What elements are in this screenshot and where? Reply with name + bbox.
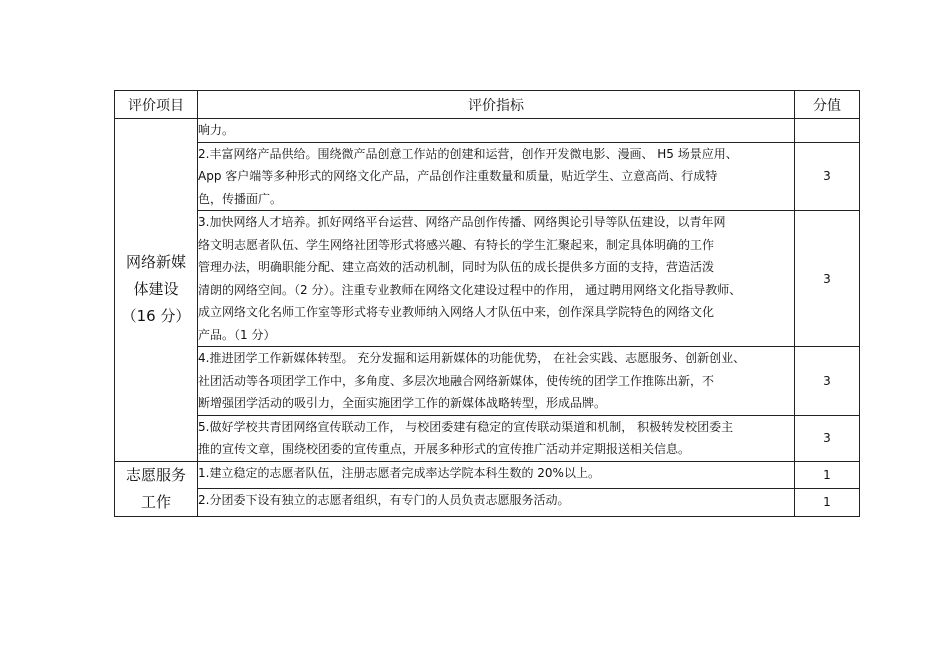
category-line: 体建设 bbox=[133, 280, 179, 299]
indicator-line: 络文明志愿者队伍、学生网络社团等形式将感兴趣、有特长的学生汇聚起来，制定具体明确的工作 bbox=[198, 237, 715, 252]
header-score: 分值 bbox=[795, 91, 860, 119]
score-cell: 1 bbox=[795, 461, 860, 489]
score-cell: 3 bbox=[795, 415, 860, 461]
category-cell-new-media bbox=[115, 119, 198, 462]
table-row bbox=[115, 119, 860, 143]
indicator-cell bbox=[198, 461, 795, 489]
score-cell: 3 bbox=[795, 142, 860, 211]
indicator-cell bbox=[198, 211, 795, 347]
indicator-line: 断增强团学活动的吸引力，全面实施团学工作的新媒体战略转型，形成品牌。 bbox=[198, 396, 607, 410]
indicator-line: 1.建立稳定的志愿者队伍，注册志愿者完成率达学院本科生数的 20%以上。 bbox=[198, 465, 600, 480]
indicator-cell bbox=[198, 415, 795, 461]
category-line: （16 分） bbox=[121, 307, 191, 326]
indicator-line: App 客户端等多种形式的网络文化产品，产品创作注重数量和质量，贴近学生、立意高尚、行成特 bbox=[198, 169, 718, 183]
table-row bbox=[115, 347, 860, 416]
indicator-cell bbox=[198, 489, 795, 517]
indicator-line: 推的宣传文章，围绕校团委的宣传重点，开展多种形式的宣传推广活动并定期报送相关信息。 bbox=[198, 442, 691, 456]
indicator-line: 成立网络文化名师工作室等形式将专业教师纳入网络人才队伍中来，创作深具学院特色的网络文化 bbox=[198, 305, 715, 319]
indicator-line: 社团活动等各项团学工作中，多角度、多层次地融合网络新媒体，使传统的团学工作推陈出新，不 bbox=[198, 373, 715, 388]
indicator-cell bbox=[198, 119, 795, 143]
header-indicator: 评价指标 bbox=[198, 91, 795, 119]
header-item: 评价项目 bbox=[115, 91, 198, 119]
table-header-row bbox=[115, 91, 860, 119]
table-row bbox=[115, 211, 860, 347]
indicator-line: 产品。（1 分） bbox=[198, 327, 276, 342]
table-row bbox=[115, 142, 860, 211]
table-row bbox=[115, 461, 860, 489]
evaluation-table bbox=[114, 90, 860, 517]
indicator-line: 4.推进团学工作新媒体转型。 充分发掘和运用新媒体的功能优势， 在社会实践、志愿服务、创新创业、 bbox=[198, 351, 746, 365]
table-row bbox=[115, 415, 860, 461]
score-cell: 1 bbox=[795, 489, 860, 517]
indicator-cell bbox=[198, 347, 795, 416]
table-row bbox=[115, 489, 860, 517]
score-cell: 3 bbox=[795, 211, 860, 347]
score-cell: 3 bbox=[795, 347, 860, 416]
category-line: 志愿服务 bbox=[125, 465, 186, 484]
indicator-cell bbox=[198, 142, 795, 211]
indicator-line: 2.丰富网络产品供给。围绕微产品创意工作站的创建和运营，创作开发微电影、漫画、 H5 场景应用、 bbox=[198, 146, 738, 161]
category-line: 工作 bbox=[140, 492, 171, 511]
category-cell-volunteer bbox=[115, 461, 198, 516]
indicator-line: 5.做好学校共青团网络宣传联动工作， 与校团委建有稳定的宣传联动渠道和机制， 积极转发校团委主 bbox=[198, 419, 734, 434]
indicator-line: 2.分团委下设有独立的志愿者组织，有专门的人员负责志愿服务活动。 bbox=[198, 493, 570, 507]
indicator-line: 管理办法，明确职能分配、建立高效的活动机制，同时为队伍的成长提供多方面的支持，营造活泼 bbox=[198, 260, 715, 274]
indicator-line: 色，传播面广。 bbox=[198, 191, 283, 206]
indicator-line: 响力。 bbox=[198, 123, 235, 137]
category-line: 网络新媒 bbox=[125, 253, 186, 272]
indicator-line: 3.加快网络人才培养。抓好网络平台运营、网络产品创作传播、网络舆论引导等队伍建设，以青年网 bbox=[198, 215, 726, 229]
score-cell bbox=[795, 119, 860, 143]
indicator-line: 清朗的网络空间。（2 分）。注重专业教师在网络文化建设过程中的作用， 通过聘用网络文化指导教师、 bbox=[198, 282, 742, 297]
